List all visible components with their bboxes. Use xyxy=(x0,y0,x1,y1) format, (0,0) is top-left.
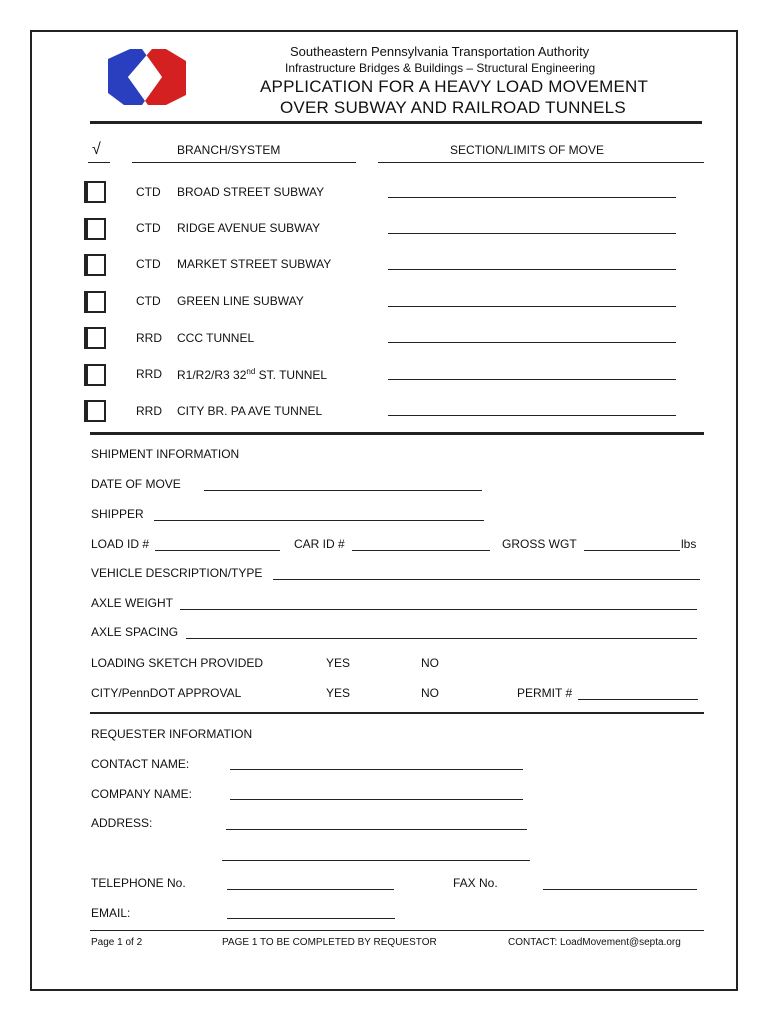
row-code: RRD xyxy=(136,367,162,381)
section-limits-field[interactable] xyxy=(388,233,676,234)
email-field[interactable] xyxy=(227,918,395,919)
page-number: Page 1 of 2 xyxy=(91,937,143,948)
org-name: Southeastern Pennsylvania Transportation Authority xyxy=(290,44,590,59)
checkbox-city-br-pa-ave-tunnel[interactable] xyxy=(84,400,106,422)
row-code: RRD xyxy=(136,331,162,345)
loading-sketch-label: LOADING SKETCH PROVIDED xyxy=(91,656,264,670)
row-name: MARKET STREET SUBWAY xyxy=(177,257,332,271)
branch-header-underline xyxy=(132,162,356,163)
section-limits-field[interactable] xyxy=(388,379,676,380)
checkbox-ridge-avenue-subway[interactable] xyxy=(84,218,106,240)
row-code: CTD xyxy=(136,257,161,271)
fax-label: FAX No. xyxy=(453,876,498,890)
row-name: CITY BR. PA AVE TUNNEL xyxy=(177,404,323,418)
contact-name-label: CONTACT NAME: xyxy=(91,757,190,771)
axle-weight-label: AXLE WEIGHT xyxy=(91,596,174,610)
telephone-label: TELEPHONE No. xyxy=(91,876,186,890)
address-label: ADDRESS: xyxy=(91,816,153,830)
sketch-yes-option[interactable]: YES xyxy=(326,656,351,670)
section-limits-field[interactable] xyxy=(388,197,676,198)
email-label: EMAIL: xyxy=(91,906,131,920)
address-field-line2[interactable] xyxy=(222,860,530,861)
car-id-field[interactable] xyxy=(352,550,490,551)
lbs-unit: lbs xyxy=(681,537,697,551)
row-name-suffix: ST. TUNNEL xyxy=(255,368,328,382)
department-name: Infrastructure Bridges & Buildings – Structural Engineering xyxy=(285,61,596,75)
row-code: CTD xyxy=(136,185,161,199)
row-name-superscript: nd xyxy=(246,367,256,376)
axle-spacing-label: AXLE SPACING xyxy=(91,625,179,639)
row-name: BROAD STREET SUBWAY xyxy=(177,185,325,199)
approval-no-option[interactable]: NO xyxy=(421,686,439,700)
axle-spacing-field[interactable] xyxy=(186,638,697,639)
section-limits-field[interactable] xyxy=(388,415,676,416)
permit-field[interactable] xyxy=(578,699,698,700)
header-divider xyxy=(90,121,702,124)
shipment-heading: SHIPMENT INFORMATION xyxy=(91,447,240,461)
load-id-label: LOAD ID # xyxy=(91,537,150,551)
row-code: CTD xyxy=(136,294,161,308)
date-of-move-label: DATE OF MOVE xyxy=(91,477,181,491)
fax-field[interactable] xyxy=(543,889,697,890)
check-column-header: √ xyxy=(92,141,101,158)
vehicle-description-label: VEHICLE DESCRIPTION/TYPE xyxy=(91,566,263,580)
row-code: CTD xyxy=(136,221,161,235)
row-name-prefix: R1/R2/R3 32 xyxy=(177,368,247,382)
section-limits-header: SECTION/LIMITS OF MOVE xyxy=(450,143,605,157)
check-header-underline xyxy=(88,162,110,163)
checkbox-market-street-subway[interactable] xyxy=(84,254,106,276)
section-limits-field[interactable] xyxy=(388,306,676,307)
date-of-move-field[interactable] xyxy=(204,490,482,491)
footer-note: PAGE 1 TO BE COMPLETED BY REQUESTOR xyxy=(222,937,437,948)
vehicle-description-field[interactable] xyxy=(273,579,700,580)
shipper-field[interactable] xyxy=(154,520,484,521)
row-name: RIDGE AVENUE SUBWAY xyxy=(177,221,321,235)
row-code: RRD xyxy=(136,404,162,418)
load-id-field[interactable] xyxy=(155,550,280,551)
shipper-label: SHIPPER xyxy=(91,507,144,521)
checkbox-32nd-st-tunnel[interactable] xyxy=(84,364,106,386)
branch-system-header: BRANCH/SYSTEM xyxy=(177,143,281,157)
septa-logo-icon xyxy=(108,47,186,107)
company-name-label: COMPANY NAME: xyxy=(91,787,192,801)
form-title-line1: APPLICATION FOR A HEAVY LOAD MOVEMENT xyxy=(260,77,649,96)
section-header-underline xyxy=(378,162,704,163)
contact-name-field[interactable] xyxy=(230,769,523,770)
company-name-field[interactable] xyxy=(230,799,523,800)
gross-wgt-field[interactable] xyxy=(584,550,680,551)
permit-label: PERMIT # xyxy=(517,686,573,700)
footer-contact: CONTACT: LoadMovement@septa.org xyxy=(508,937,681,948)
axle-weight-field[interactable] xyxy=(180,609,697,610)
row-name: GREEN LINE SUBWAY xyxy=(177,294,304,308)
shipment-divider xyxy=(90,712,704,714)
sketch-no-option[interactable]: NO xyxy=(421,656,439,670)
checkbox-green-line-subway[interactable] xyxy=(84,291,106,313)
approval-yes-option[interactable]: YES xyxy=(326,686,351,700)
row-name xyxy=(177,367,327,382)
car-id-label: CAR ID # xyxy=(294,537,345,551)
section-limits-field[interactable] xyxy=(388,342,676,343)
checkbox-broad-street-subway[interactable] xyxy=(84,181,106,203)
row-name: CCC TUNNEL xyxy=(177,331,255,345)
approval-label: CITY/PennDOT APPROVAL xyxy=(91,686,242,700)
footer-divider xyxy=(90,930,704,931)
form-title-line2: OVER SUBWAY AND RAILROAD TUNNELS xyxy=(280,98,626,117)
section-limits-field[interactable] xyxy=(388,269,676,270)
address-field-line1[interactable] xyxy=(226,829,527,830)
checkbox-ccc-tunnel[interactable] xyxy=(84,327,106,349)
gross-wgt-label: GROSS WGT xyxy=(502,537,577,551)
table-divider xyxy=(90,432,704,435)
telephone-field[interactable] xyxy=(227,889,394,890)
requester-heading: REQUESTER INFORMATION xyxy=(91,727,253,741)
